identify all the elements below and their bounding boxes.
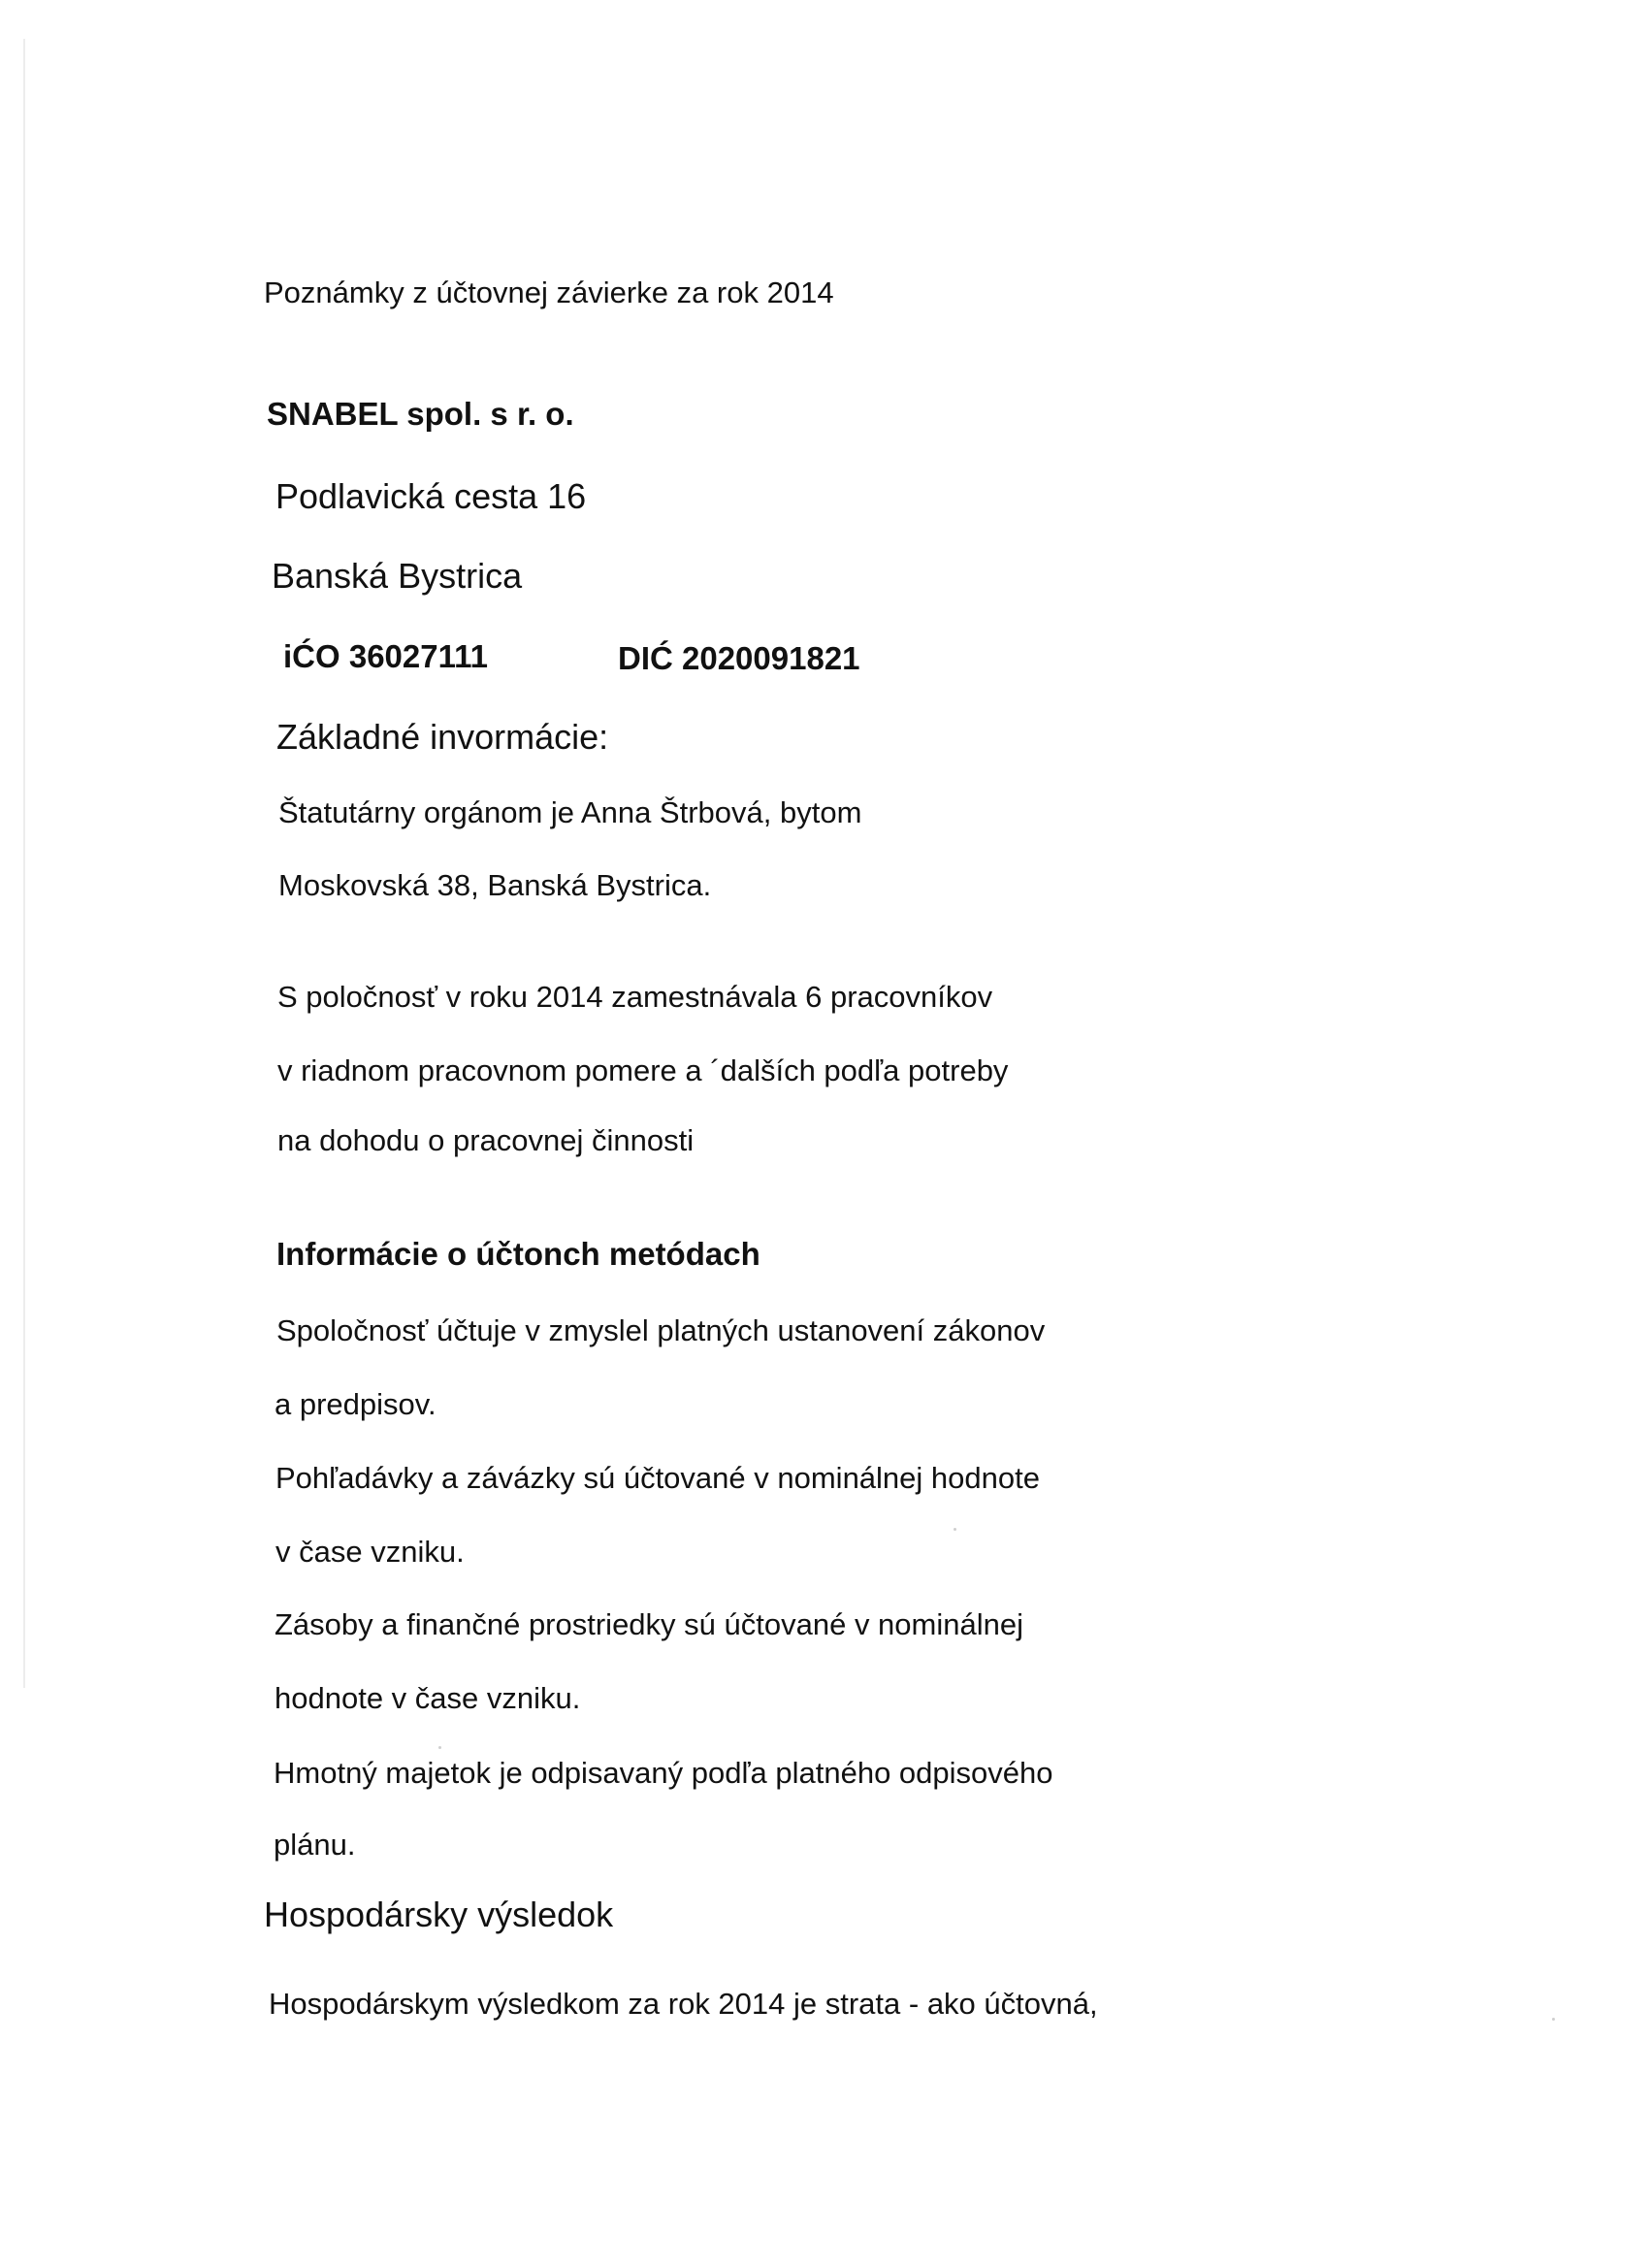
- methods-line: Zásoby a finančné prostriedky sú účtované v nominálnej: [275, 1607, 1023, 1641]
- company-dic: DIĆ 2020091821: [618, 640, 860, 676]
- methods-line: hodnote v čase vzniku.: [275, 1681, 581, 1715]
- methods-line: a predpisov.: [275, 1387, 436, 1421]
- employees-line: S poločnosť v roku 2014 zamestnávala 6 pracovníkov: [277, 980, 993, 1014]
- scan-speck: [438, 1746, 441, 1749]
- basic-info-line: Moskovská 38, Banská Bystrica.: [278, 868, 712, 902]
- company-name: SNABEL spol. s r. o.: [267, 396, 574, 432]
- methods-line: plánu.: [274, 1828, 356, 1862]
- methods-line: Hmotný majetok je odpisavaný podľa platného odpisového: [274, 1756, 1053, 1790]
- result-heading: Hospodársky výsledok: [264, 1895, 614, 1934]
- document-title: Poznámky z účtovnej závierke za rok 2014: [264, 275, 834, 309]
- scan-speck: [954, 1528, 956, 1531]
- methods-line: Spoločnosť účtuje v zmyslel platných ustanovení zákonov: [276, 1313, 1046, 1347]
- result-line: Hospodárskym výsledkom za rok 2014 je strata - ako účtovná,: [269, 1987, 1098, 2021]
- employees-line: v riadnom pracovnom pomere a ´dalších podľa potreby: [277, 1053, 1009, 1087]
- basic-info-line: Štatutárny orgánom je Anna Štrbová, bytom: [278, 795, 862, 829]
- methods-heading: Informácie o účtonch metódach: [276, 1236, 760, 1272]
- employees-line: na dohodu o pracovnej činnosti: [277, 1123, 695, 1157]
- methods-line: Pohľadávky a závázky sú účtované v nominálnej hodnote: [275, 1461, 1040, 1495]
- basic-info-heading: Základné invormácie:: [276, 717, 609, 757]
- methods-line: v čase vzniku.: [275, 1535, 465, 1569]
- scan-speck: [1552, 2018, 1555, 2021]
- scan-edge: [23, 39, 25, 1688]
- company-ico: iĆO 36027111: [283, 638, 489, 674]
- company-street: Podlavická cesta 16: [275, 476, 587, 516]
- company-city: Banská Bystrica: [272, 556, 523, 596]
